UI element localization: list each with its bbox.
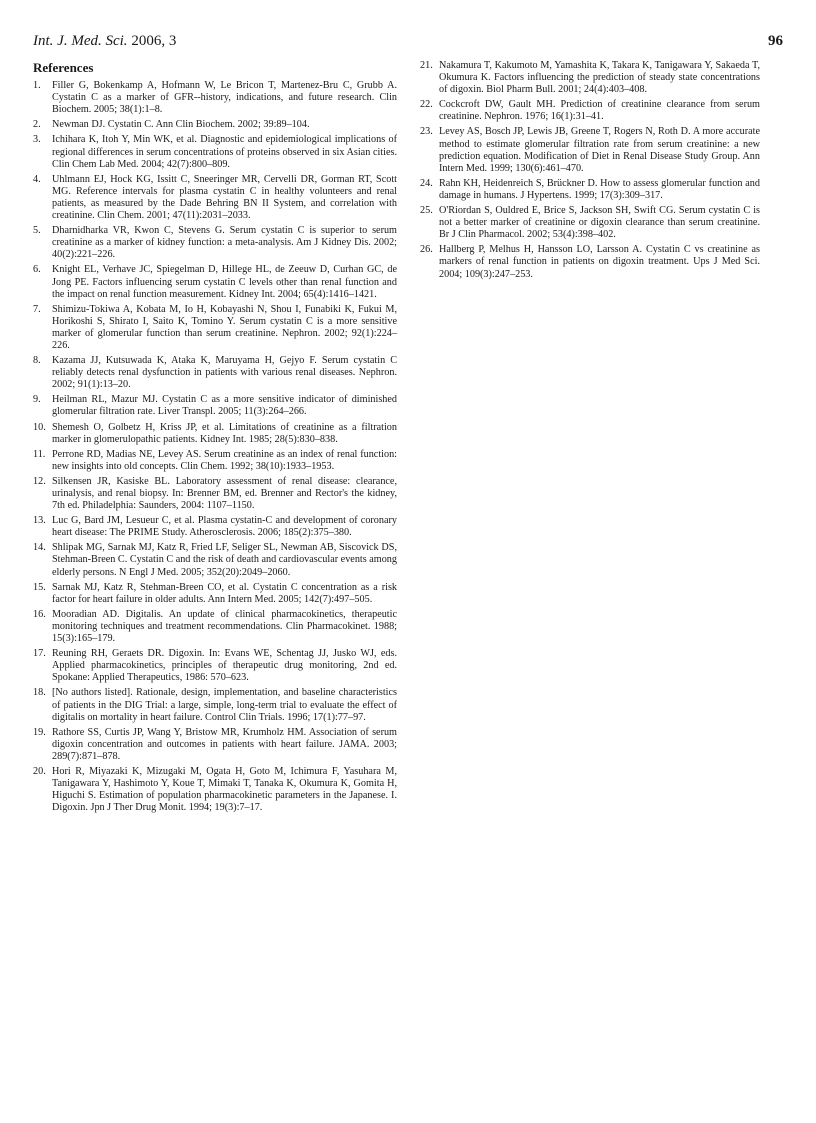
reference-text: Knight EL, Verhave JC, Spiegelman D, Hillege HL, de Zeeuw D, Curhan GC, de Jong PE. Factors influencing serum cystatin C levels other than renal function and the impact on renal function measurement. Kidney Int. 2004; 65(4):1416–1421.: [52, 264, 397, 300]
reference-number: 7.: [33, 303, 41, 315]
reference-item: [33, 422, 397, 446]
reference-text: Mooradian AD. Digitalis. An update of clinical pharmacokinetics, therapeutic monitoring techniques and treatment recommendations. Clin Pharmacokinet. 1988; 15(3):165–179.: [52, 608, 397, 645]
reference-number: 11.: [33, 448, 46, 460]
reference-text: Uhlmann EJ, Hock KG, Issitt C, Sneeringer MR, Cervelli DR, Gorman RT, Scott MG. Reference intervals for plasma cystatin C in healthy volunteers and renal patients, as measured by the Dade Behring BN II System, and correlation with creatinine. Clin Chem. 2001; 47(11):2031–2033.: [52, 173, 397, 222]
journal-name: Int. J. Med. Sci.: [33, 33, 128, 49]
reference-number: 4.: [33, 173, 41, 185]
reference-text: Luc G, Bard JM, Lesueur C, et al. Plasma cystatin-C and development of coronary heart disease: The PRIME Study. Atherosclerosis. 2006; 185(2):375–380.: [52, 515, 397, 539]
journal-citation: [33, 33, 176, 50]
reference-number: 1.: [33, 80, 41, 92]
reference-number: 9.: [33, 394, 41, 406]
reference-item: [33, 355, 397, 391]
reference-item: [33, 80, 397, 116]
references-heading: References: [33, 60, 94, 75]
reference-item: [420, 99, 760, 123]
right-column: [420, 60, 760, 284]
reference-number: 20.: [33, 765, 46, 777]
reference-number: 15.: [33, 581, 46, 593]
page-number: 96: [768, 33, 783, 49]
reference-item: [33, 449, 397, 473]
reference-item: [420, 126, 760, 174]
reference-number: 25.: [420, 205, 433, 217]
reference-list-left: [33, 80, 397, 814]
reference-text: Rathore SS, Curtis JP, Wang Y, Bristow MR, Krumholz HM. Association of serum digoxin concentration and outcomes in patients with heart failure. JAMA. 2003; 289(7):871–878.: [52, 726, 397, 762]
reference-text: Shlipak MG, Sarnak MJ, Katz R, Fried LF, Seliger SL, Newman AB, Siscovick DS, Stehman-Breen C. Cystatin C and the risk of death and cardiovascular events among elderly persons. N Engl J Med. 2005; 352(20):2049–2060.: [52, 542, 397, 578]
reference-number: 18.: [33, 687, 46, 699]
reference-item: [33, 542, 397, 578]
reference-text: Cockcroft DW, Gault MH. Prediction of creatinine clearance from serum creatinine. Nephron. 1976; 16(1):31–41.: [439, 99, 760, 123]
reference-number: 21.: [420, 60, 433, 71]
reference-number: 2.: [33, 119, 41, 131]
reference-number: 26.: [420, 244, 433, 256]
reference-item: [33, 476, 397, 512]
reference-text: Rahn KH, Heidenreich S, Brückner D. How to assess glomerular function and damage in humans. J Hypertens. 1999; 17(3):309–317.: [439, 177, 760, 201]
reference-text: Kazama JJ, Kutsuwada K, Ataka K, Maruyama H, Gejyo F. Serum cystatin C reliably detects renal dysfunction in patients with various renal diseases. Nephron. 2002; 91(1):13–20.: [52, 355, 397, 391]
reference-number: 19.: [33, 726, 46, 738]
reference-list-right: [420, 60, 760, 281]
reference-item: [33, 582, 397, 606]
page-header: [33, 33, 783, 53]
reference-text: Silkensen JR, Kasiske BL. Laboratory assessment of renal disease: clearance, urinalysis, and renal biopsy. In: Brenner BM, ed. Brenner and Rector's the kidney, 7th ed. Philadelphia: Saunders, 2004: 1107–1150.: [52, 475, 397, 512]
reference-text: Filler G, Bokenkamp A, Hofmann W, Le Bricon T, Martenez-Bru C, Grubb A. Cystatin C as a marker of GFR--history, indications, and future research. Clin Biochem. 2005; 38(1):1–8.: [52, 80, 397, 116]
reference-text: Nakamura T, Kakumoto M, Yamashita K, Takara K, Tanigawara Y, Sakaeda T, Okumura K. Factors influencing the prediction of steady state concentrations of digoxin. Biol Pharm Bull. 2001; 24(4):403–408.: [439, 60, 760, 96]
reference-text: Shemesh O, Golbetz H, Kriss JP, et al. Limitations of creatinine as a filtration marker in glomerulopathic patients. Kidney Int. 1985; 28(5):830–838.: [52, 421, 397, 445]
reference-number: 6.: [33, 264, 41, 276]
reference-item: [33, 515, 397, 539]
reference-text: Hori R, Miyazaki K, Mizugaki M, Ogata H, Goto M, Ichimura F, Yasuhara M, Tanigawara Y, Hashimoto Y, Koue T, Mimaki T, Tanaka K, Okumura K, Gomita H, Higuchi S. Estimation of population pharmacokinetic parameters in the Japanese. I. Digoxin. Jpn J Ther Drug Monit. 1994; 19(3):7–17.: [52, 765, 397, 814]
reference-item: [33, 119, 397, 131]
reference-text: Perrone RD, Madias NE, Levey AS. Serum creatinine as an index of renal function: new insights into old concepts. Clin Chem. 1992; 38(10):1933–1953.: [52, 448, 397, 472]
reference-item: [33, 609, 397, 645]
reference-item: [33, 174, 397, 222]
reference-number: 13.: [33, 515, 46, 527]
reference-text: Shimizu-Tokiwa A, Kobata M, Io H, Kobayashi N, Shou I, Funabiki K, Fukui M, Horikoshi S, Shirato I, Saito K, Tomino Y. Serum cystatin C is a more sensitive marker of glomerular function than serum creatinine. Nephron. 2002; 92(1):224–226.: [52, 303, 397, 351]
journal-year-volume: 2006, 3: [127, 33, 177, 49]
reference-item: [33, 687, 397, 723]
reference-number: 17.: [33, 648, 46, 660]
reference-number: 5.: [33, 225, 41, 237]
reference-number: 12.: [33, 475, 46, 487]
reference-item: [420, 205, 760, 241]
reference-text: [No authors listed]. Rationale, design, implementation, and baseline characteristics of patients in the DIG Trial: a large, simple, long-term trial to evaluate the effect of digitalis on mortality in heart failure. Control Clin Trials. 1996; 17(1):77–97.: [52, 687, 397, 723]
left-column: [33, 60, 397, 817]
reference-item: [33, 134, 397, 170]
reference-number: 14.: [33, 542, 46, 554]
reference-item: [420, 60, 760, 96]
reference-item: [33, 264, 397, 300]
reference-text: Sarnak MJ, Katz R, Stehman-Breen CO, et al. Cystatin C concentration as a risk factor for heart failure in older adults. Ann Intern Med. 2005; 142(7):497–505.: [52, 581, 397, 605]
reference-number: 16.: [33, 608, 46, 620]
reference-item: [420, 244, 760, 280]
reference-number: 22.: [420, 99, 433, 111]
reference-number: 23.: [420, 126, 433, 138]
reference-text: Ichihara K, Itoh Y, Min WK, et al. Diagnostic and epidemiological implications of regional differences in serum concentrations of proteins observed in six Asian cities. Clin Chem Lab Med. 2004; 42(7):800–809.: [52, 134, 397, 170]
reference-text: O'Riordan S, Ouldred E, Brice S, Jackson SH, Swift CG. Serum cystatin C is not a better marker of creatinine or digoxin clearance than serum creatinine. Br J Clin Pharmacol. 2002; 53(4):398–402.: [439, 205, 760, 241]
reference-text: Reuning RH, Geraets DR. Digoxin. In: Evans WE, Schentag JJ, Jusko WJ, eds. Applied pharmacokinetics, principles of therapeutic drug monitoring, 2nd ed. Spokane: Applied Therapeutics, 1986: 570–623.: [52, 648, 397, 684]
reference-text: Dharnidharka VR, Kwon C, Stevens G. Serum cystatin C is superior to serum creatinine as a marker of kidney function: a meta-analysis. Am J Kidney Dis. 2002; 40(2):221–226.: [52, 225, 397, 261]
reference-item: [420, 178, 760, 202]
reference-text: Hallberg P, Melhus H, Hansson LO, Larsson A. Cystatin C vs creatinine as markers of renal function in patients on digoxin treatment. Ups J Med Sci. 2004; 109(3):247–253.: [439, 244, 760, 280]
reference-text: Heilman RL, Mazur MJ. Cystatin C as a more sensitive indicator of diminished glomerular filtration rate. Liver Transpl. 2005; 11(3):264–266.: [52, 394, 397, 418]
reference-item: [33, 766, 397, 814]
reference-item: [33, 225, 397, 261]
reference-number: 8.: [33, 355, 41, 367]
reference-number: 24.: [420, 177, 433, 189]
reference-item: [33, 727, 397, 763]
reference-item: [33, 648, 397, 684]
reference-item: [33, 394, 397, 418]
reference-item: [33, 304, 397, 352]
reference-number: 3.: [33, 134, 41, 146]
reference-text: Levey AS, Bosch JP, Lewis JB, Greene T, Rogers N, Roth D. A more accurate method to estimate glomerular filtration rate from serum creatinine: a new prediction equation. Modification of Diet in Renal Disease Study Group. Ann Intern Med. 1999; 130(6):461–470.: [439, 126, 760, 174]
reference-number: 10.: [33, 421, 46, 433]
reference-text: Newman DJ. Cystatin C. Ann Clin Biochem. 2002; 39:89–104.: [52, 119, 310, 131]
